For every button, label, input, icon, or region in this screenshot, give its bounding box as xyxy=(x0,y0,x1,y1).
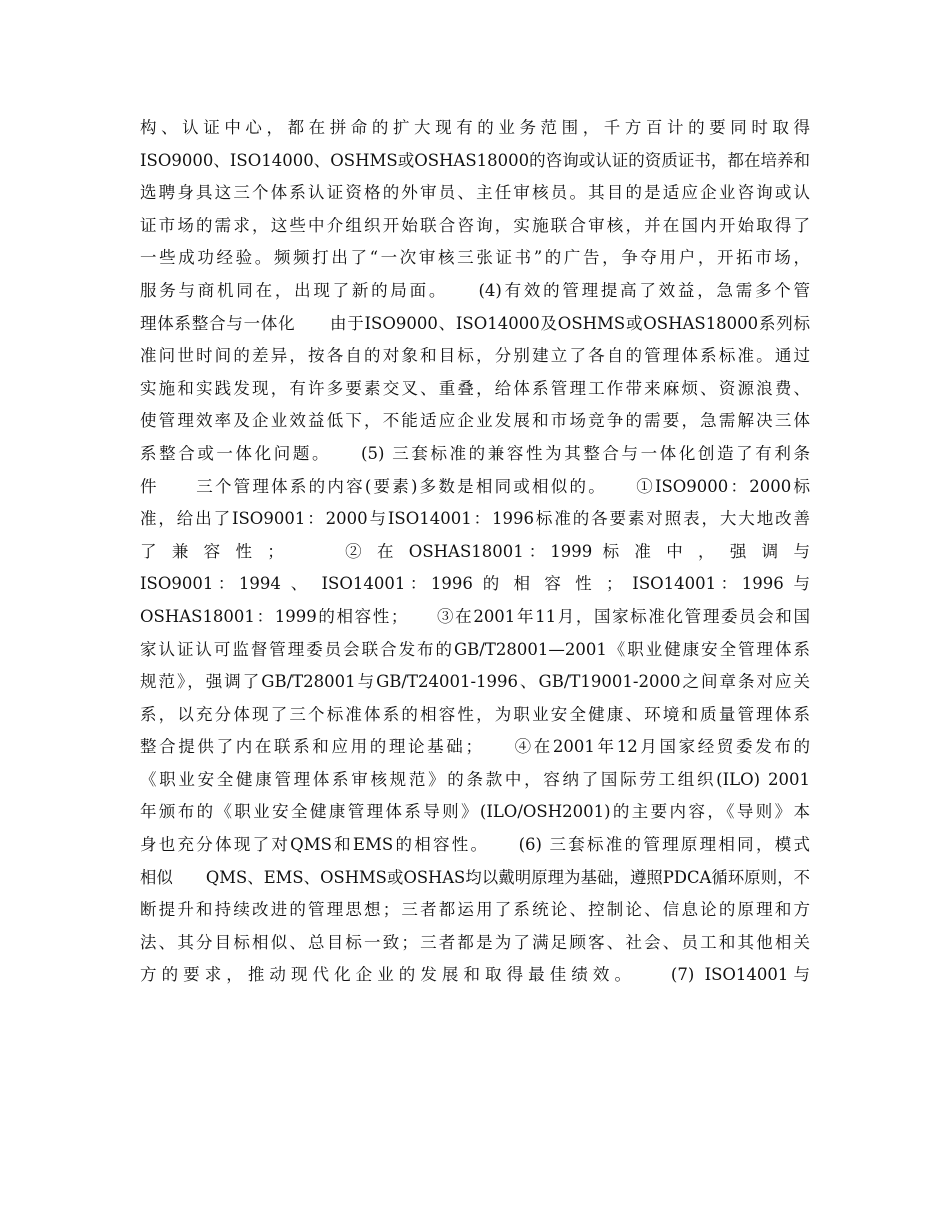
text-line: 系整合或一体化问题。 (5) 三套标准的兼容性为其整合与一体化创造了有利条 xyxy=(140,443,810,463)
text-line: 年颁布的《职业安全健康管理体系导则》(ILO/OSH2001)的主要内容，《导则》本 xyxy=(140,802,810,822)
text-line: 准问世时间的差异，按各自的对象和目标，分别建立了各自的管理体系标准。通过 xyxy=(140,346,810,366)
text-line: 《职业安全健康管理体系审核规范》的条款中，容纳了国际劳工组织(ILO) 2001 xyxy=(140,769,810,789)
text-line: ISO9001：1994 、 ISO14001：1996 的 相 容 性 ； ISO14001：1996 与 xyxy=(140,574,810,594)
text-line: 方的要求，推动现代化企业的发展和取得最佳绩效。 (7) ISO14001与 xyxy=(140,965,810,985)
text-line: 断提升和持续改进的管理思想；三者都运用了系统论、控制论、信息论的原理和方 xyxy=(140,900,810,920)
text-line: 使管理效率及企业效益低下，不能适应企业发展和市场竞争的需要，急需解决三体 xyxy=(140,411,810,431)
text-line: 相似 QMS、EMS、OSHMS或OSHAS均以戴明原理为基础，遵照PDCA循环原则，不 xyxy=(140,867,810,887)
text-line: 了 兼 容 性 ； ② 在 OSHAS18001：1999 标 准 中 ， 强 调 与 xyxy=(140,541,810,561)
text-line: 准，给出了ISO9001：2000与ISO14001：1996标准的各要素对照表，大大地改善 xyxy=(140,509,810,529)
text-line: 件 三个管理体系的内容(要素)多数是相同或相似的。 ①ISO9000：2000标 xyxy=(140,476,810,496)
text-line: 服务与商机同在，出现了新的局面。 (4)有效的管理提高了效益，急需多个管 xyxy=(140,280,810,300)
text-line: ISO9000、ISO14000、OSHMS或OSHAS18000的咨询或认证的资质证书，都在培养和 xyxy=(140,150,810,170)
text-line: 身也充分体现了对QMS和EMS的相容性。 (6) 三套标准的管理原理相同，模式 xyxy=(140,835,810,855)
text-line: 构、认证中心，都在拼命的扩大现有的业务范围，千方百计的要同时取得 xyxy=(140,118,810,137)
text-line: 实施和实践发现，有许多要素交叉、重叠，给体系管理工作带来麻烦、资源浪费、 xyxy=(140,378,810,398)
text-line: 系，以充分体现了三个标准体系的相容性，为职业安全健康、环境和质量管理体系 xyxy=(140,704,810,724)
text-line: 选聘身具这三个体系认证资格的外审员、主任审核员。其目的是适应企业咨询或认 xyxy=(140,183,810,203)
text-line: OSHAS18001：1999的相容性； ③在2001年11月，国家标准化管理委员会和国 xyxy=(140,606,810,626)
body-text xyxy=(140,112,810,992)
text-line: 理体系整合与一体化 由于ISO9000、ISO14000及OSHMS或OSHAS18000系列标 xyxy=(140,313,810,333)
text-line: 证市场的需求，这些中介组织开始联合咨询，实施联合审核，并在国内开始取得了 xyxy=(140,215,810,235)
text-line: 家认证认可监督管理委员会联合发布的GB/T28001—2001《职业健康安全管理体系 xyxy=(140,639,810,659)
text-line: 法、其分目标相似、总目标一致；三者都是为了满足顾客、社会、员工和其他相关 xyxy=(140,932,810,952)
text-line: 整合提供了内在联系和应用的理论基础； ④在2001年12月国家经贸委发布的 xyxy=(140,737,810,757)
text-line: 一些成功经验。频频打出了“一次审核三张证书”的广告，争夺用户，开拓市场， xyxy=(140,248,810,268)
text-line: 规范》，强调了GB/T28001与GB/T24001-1996、GB/T19001-2000之间章条对应关 xyxy=(140,672,810,692)
